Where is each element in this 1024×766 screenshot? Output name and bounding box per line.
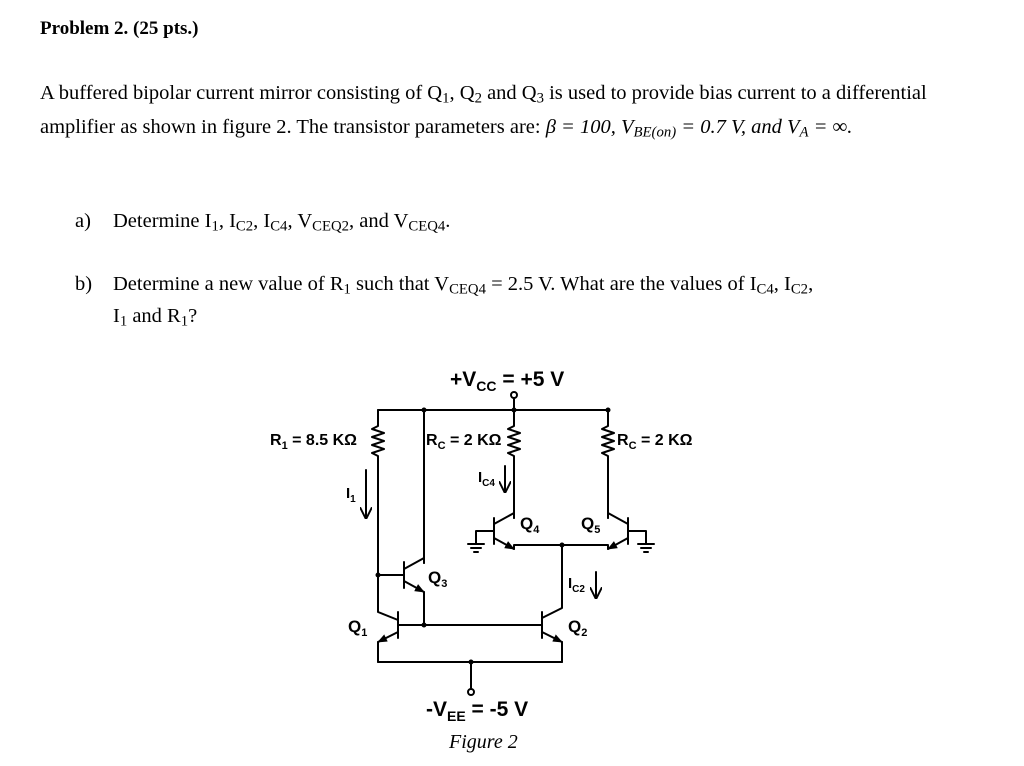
q4-transistor xyxy=(468,513,514,552)
vee-label: $-V_{EE} = -5$ V xyxy=(426,698,529,724)
q2-transistor xyxy=(542,545,562,662)
q2-label: $Q_2$ xyxy=(568,617,588,639)
problem-title: Problem 2. (25 pts.) xyxy=(40,18,199,39)
r1-resistor xyxy=(372,410,384,575)
q3-label: $Q_3$ xyxy=(428,568,448,590)
rc-right-label: $R_C = 2$ KΩ xyxy=(617,432,693,452)
ic2-label: $I_{C2}$ xyxy=(568,575,585,595)
problem-statement: A buffered bipolar current mirror consisting of $Q_1$, $Q_2$ and $Q_3$ is used to provide bias current to a differential amplifier as shown in figure 2. The transistor parameters are: β = 100, $V_{BE(on)} = 0.7$ V, and $V_A$ = ∞. xyxy=(40,82,927,141)
question-b: b) Determine a new value of $R_1$ such that $V_{CEQ4} = 2.5$ V. What are the values of $I_{C4}$, $I_{C2}$, $I_1$ and $R_1$? xyxy=(75,273,814,330)
rc-right-resistor xyxy=(602,410,614,518)
vcc-terminal xyxy=(511,392,517,398)
q1-transistor xyxy=(378,575,398,662)
question-a: a) Determine $I_1$, $I_{C2}$, $I_{C4}$, $V_{CEQ2}$, and $V_{CEQ4}$. xyxy=(75,210,451,235)
figure-caption: Figure 2 xyxy=(449,731,518,753)
r1-label: $R_1 = 8.5$ KΩ xyxy=(270,432,357,452)
q1-label: $Q_1$ xyxy=(348,617,368,639)
i1-label: $I_1$ xyxy=(346,485,356,505)
q5-label: $Q_5$ xyxy=(581,514,601,536)
vcc-label: $+V_{CC} = +5$ V xyxy=(450,368,565,394)
rc-left-label: $R_C = 2$ KΩ xyxy=(426,432,502,452)
ic4-label: $I_{C4}$ xyxy=(478,469,495,489)
vee-terminal xyxy=(468,689,474,695)
rc-left-resistor xyxy=(508,410,520,518)
q4-label: $Q_4$ xyxy=(520,514,540,536)
q5-transistor xyxy=(608,513,654,552)
